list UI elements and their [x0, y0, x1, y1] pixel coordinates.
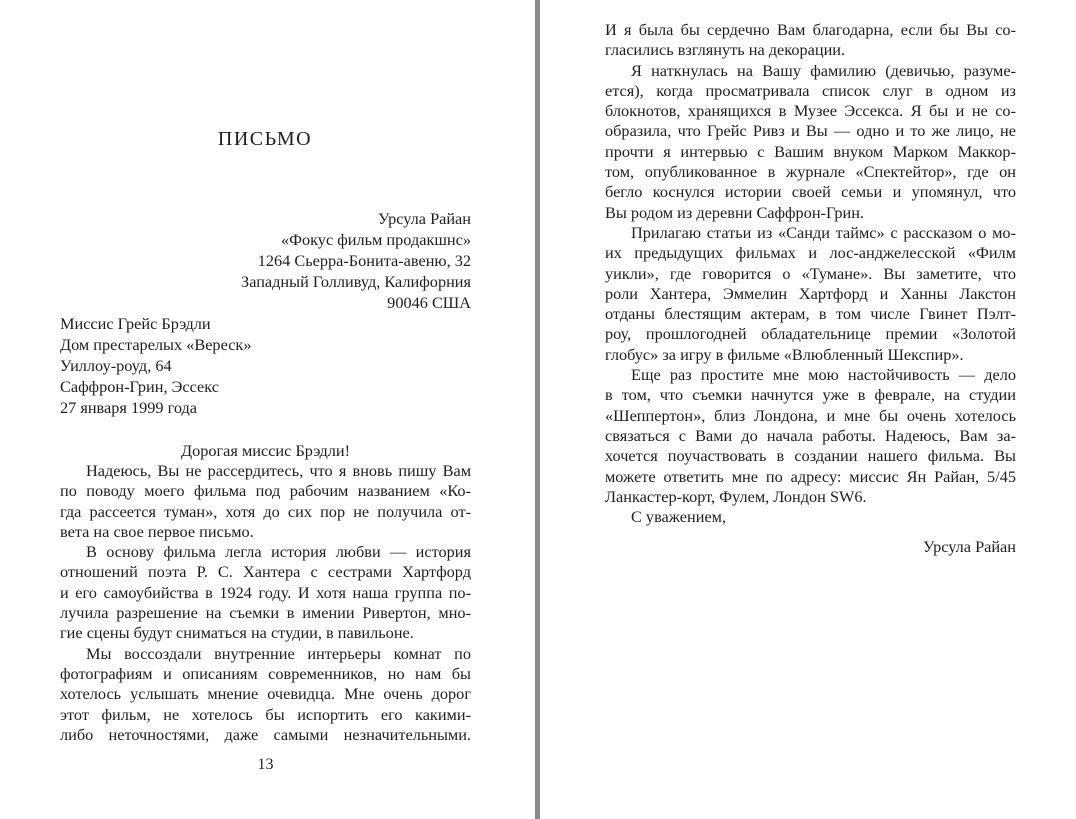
- left-page: [0, 0, 535, 819]
- text-line: лучила разрешение на съемки в имении Ривертон, мно-: [60, 603, 471, 623]
- sender-address-block: [60, 208, 471, 313]
- text-line: ется), когда просматривала список слуг в одном из: [605, 80, 1016, 100]
- text-line: отношений поэта Р. С. Хантера с сестрами Хартфорд: [60, 562, 471, 582]
- letter-date: 27 января 1999 года: [60, 398, 198, 417]
- text-line: связаться с Вами до начала работы. Надеюсь, Вам за-: [605, 425, 1016, 445]
- text-line: том, опубликованное в журнале «Спектейтор», где он: [605, 162, 1016, 182]
- sender-city: Западный Голливуд, Калифорния: [241, 272, 471, 291]
- text-line: И я была бы сердечно Вам благодарна, если бы Вы со-: [605, 20, 1016, 39]
- text-line: В основу фильма легла история любви — история: [86, 542, 471, 562]
- text-line: гие сцены будут сниматься на студии, в павильоне.: [60, 623, 414, 643]
- text-line: хочется поучаствовать в создании нашего фильма. Вы: [605, 446, 1016, 466]
- text-line: либо неточностями, даже самыми незначительными.: [60, 724, 471, 744]
- page-gutter-divider: [535, 0, 540, 819]
- text-line: роу, прошлогодней обладательнице премии «Золотой: [605, 324, 1016, 344]
- text-line: гласились взглянуть на декорации.: [605, 40, 846, 60]
- text-line: Надеюсь, Вы не рассердитесь, что я вновь пишу Вам: [86, 461, 471, 480]
- chapter-title: ПИСЬМО: [217, 128, 313, 150]
- sender-street: 1264 Сьерра-Бонита-авеню, 32: [257, 251, 471, 270]
- text-line: «Шеппертон», близ Лондона, и мне бы очень хотелось: [605, 405, 1016, 425]
- sender-company: «Фокус фильм продакшнс»: [280, 230, 471, 249]
- text-line: гда рассеется туман», хотя до сих пор не получила от-: [60, 501, 471, 521]
- signature: Урсула Райан: [922, 537, 1016, 556]
- recipient-street: Уиллоу-роуд, 64: [60, 356, 172, 375]
- text-line: хотелось услышать мнение очевидца. Мне очень дорог: [60, 684, 471, 704]
- text-line: отданы блестящим актерам, в том числе Гвинет Пэлт-: [605, 304, 1016, 324]
- text-line: Вы родом из деревни Саффрон-Грин.: [605, 202, 864, 222]
- text-line: их предыдущих фильмах и лос-анджелесской «Филм: [605, 243, 1016, 263]
- sender-zip-country: 90046 США: [387, 293, 471, 312]
- text-line: в том, что съемки начнутся уже в феврале, на студии: [605, 385, 1016, 405]
- text-line: вета на свое первое письмо.: [60, 521, 254, 541]
- sender-name: Урсула Райан: [377, 209, 471, 228]
- page-number: 13: [257, 756, 274, 773]
- text-line: образила, что Грейс Ривз и Вы — одно и то же лицо, не: [605, 121, 1016, 141]
- text-line: Я наткнулась на Вашу фамилию (девичью, разуме-: [631, 60, 1016, 80]
- recipient-institution: Дом престарелых «Вереск»: [60, 335, 252, 354]
- text-line: уикли», где говорится о «Тумане». Вы заметите, что: [605, 263, 1016, 283]
- text-line: фотографиям и описаниям современников, но нам бы: [60, 663, 471, 683]
- text-line: прочти я интервью с Вашим внуком Марком Маккор-: [605, 141, 1016, 161]
- text-line: по поводу моего фильма под рабочим названием «Ко-: [60, 481, 471, 501]
- text-line: этот фильм, не хотелось бы испортить его какими-: [60, 704, 471, 724]
- letter-body-left: [60, 461, 471, 745]
- text-line: блокнотов, хранящихся в Музее Эссекса. Я бы и не со-: [605, 101, 1016, 121]
- text-line: Еще раз простите мне мою настойчивость — дело: [631, 365, 1016, 385]
- text-line: глобус» за игру в фильме «Влюбленный Шекспир».: [605, 344, 964, 364]
- text-line: Ланкастер-корт, Фулем, Лондон SW6.: [605, 486, 867, 506]
- recipient-city: Саффрон-Грин, Эссекс: [60, 377, 219, 396]
- text-line: и его самоубийства в 1924 году. И хотя наша группа по-: [60, 582, 471, 602]
- text-line: Мы воссоздали внутренние интерьеры комнат по: [86, 643, 471, 663]
- text-line: Прилагаю статьи из «Санди таймс» с рассказом о мо-: [631, 222, 1016, 242]
- closing-line: С уважением,: [631, 507, 727, 527]
- text-line: бегло коснулся истории своей семьи и упомянул, что: [605, 182, 1016, 202]
- text-line: роли Хантера, Эммелин Хартфорд и Ханны Лакстон: [605, 283, 1016, 303]
- salutation: Дорогая миссис Брэдли!: [180, 441, 351, 460]
- recipient-name: Миссис Грейс Брэдли: [60, 314, 211, 333]
- text-line: можете ответить мне по адресу: миссис Ян Райан, 5/45: [605, 466, 1016, 486]
- letter-body-right: [605, 20, 1016, 527]
- recipient-address-block: [60, 313, 471, 418]
